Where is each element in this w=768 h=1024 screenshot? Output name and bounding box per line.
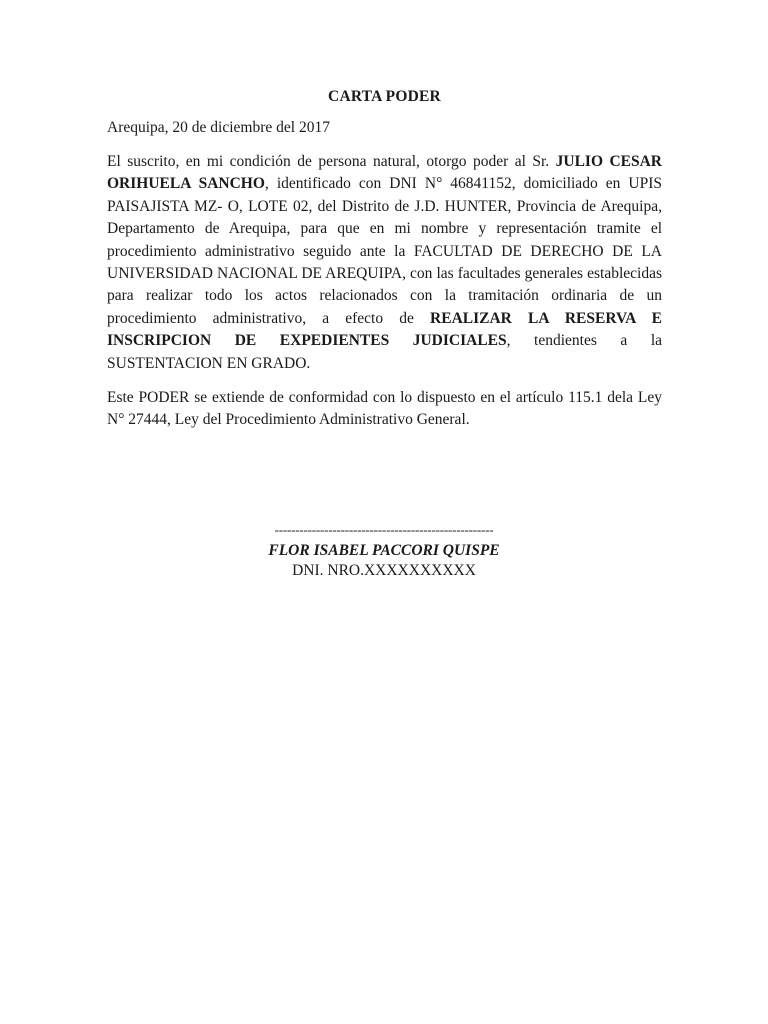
signature-block xyxy=(0,521,768,581)
date-line: Arequipa, 20 de diciembre del 2017 xyxy=(107,119,330,136)
signature-line: ----------------------------------------------------- xyxy=(274,522,494,537)
signatory-dni: DNI. NRO.XXXXXXXXXX xyxy=(292,562,476,579)
paragraph1-text-2: , identificado con DNI N° 46841152, domiciliado en UPIS PAISAJISTA MZ- O, LOTE 02, del Distrito de J.D. HUNTER, Provincia de Arequipa, Departamento de Arequipa, para que en mi nombre y representación tramite el procedimiento administrativo seguido ante la FACULTAD DE DERECHO DE LA UNIVERSIDAD NACIONAL DE AREQUIPA, con las facultades generales establecidas para realizar todo los actos relacionados con la tramitación ordinaria de un procedimiento administrativo, a efecto de xyxy=(107,175,662,327)
purpose-text: REALIZAR LA RESERVA E INSCRIPCION DE EXPEDIENTES JUDICIALES xyxy=(107,309,662,350)
document-body xyxy=(107,88,662,444)
paragraph-legal-basis: Este PODER se extiende de conformidad con lo dispuesto en el artículo 115.1 dela Ley N° 27444, Ley del Procedimiento Administrativo General. xyxy=(107,389,662,429)
grantee-name: JULIO CESAR ORIHUELA SANCHO xyxy=(107,153,662,193)
paragraph1-text-3: , tendientes a la SUSTENTACION EN GRADO. xyxy=(107,332,662,372)
paragraph-power-grant xyxy=(107,151,662,375)
paragraph1-text-1: El suscrito, en mi condición de persona natural, otorgo poder al Sr. xyxy=(107,153,556,170)
signatory-name: FLOR ISABEL PACCORI QUISPE xyxy=(268,542,500,559)
document-title: CARTA PODER xyxy=(328,88,441,105)
